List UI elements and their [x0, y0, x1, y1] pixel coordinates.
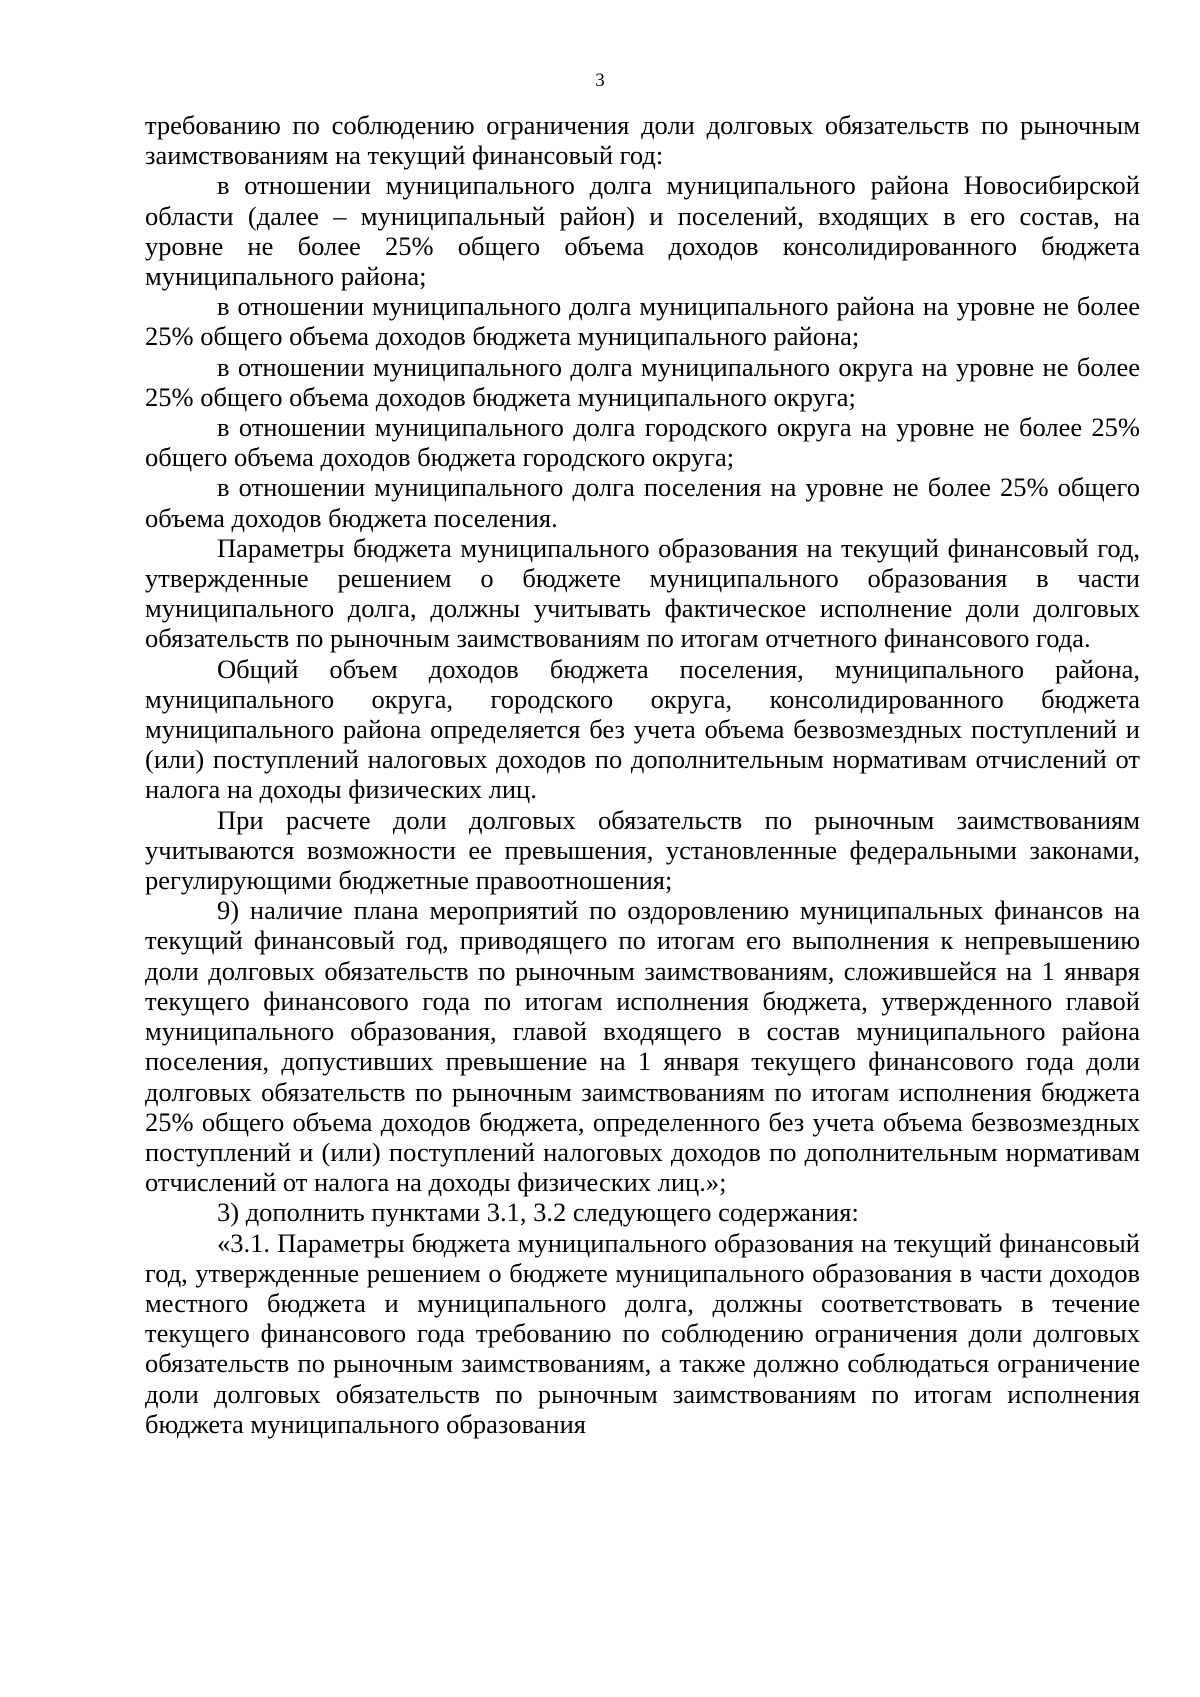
- paragraph: в отношении муниципального долга поселения на уровне не более 25% общего объема доходов бюджета поселения.: [145, 472, 1140, 533]
- document-body: [145, 110, 1140, 1439]
- paragraph: в отношении муниципального долга муниципального района на уровне не более 25% общего объема доходов бюджета муниципального района;: [145, 291, 1140, 352]
- paragraph: Параметры бюджета муниципального образования на текущий финансовый год, утвержденные решением о бюджете муниципального образования в части муниципального долга, должны учитывать фактическое исполнение доли долговых обязательств по рыночным заимствованиям по итогам отчетного финансового года.: [145, 532, 1140, 654]
- page-number: 3: [595, 70, 605, 91]
- paragraph: в отношении муниципального долга муниципального округа на уровне не более 25% общего объема доходов бюджета муниципального округа;: [145, 351, 1140, 412]
- paragraph: Общий объем доходов бюджета поселения, муниципального района, муниципального округа, городского округа, консолидированного бюджета муниципального района определяется без учета объема безвозмездных поступлений и (или) поступлений налоговых доходов по дополнительным нормативам отчислений от налога на доходы физических лиц.: [145, 653, 1140, 805]
- paragraph: в отношении муниципального долга городского округа на уровне не более 25% общего объема доходов бюджета городского округа;: [145, 412, 1140, 473]
- paragraph: «3.1. Параметры бюджета муниципального образования на текущий финансовый год, утвержденные решением о бюджете муниципального образования в части доходов местного бюджета и муниципального долга, должны соответствовать в течение текущего финансового года требованию по соблюдению ограничения доли долговых обязательств по рыночным заимствованиям, а также должно соблюдаться ограничение доли долговых обязательств по рыночным заимствованиям по итогам исполнения бюджета муниципального образования: [145, 1227, 1140, 1439]
- paragraph: требованию по соблюдению ограничения доли долговых обязательств по рыночным заимствованиям на текущий финансовый год:: [145, 110, 1140, 171]
- paragraph: 9) наличие плана мероприятий по оздоровлению муниципальных финансов на текущий финансовый год, приводящего по итогам его выполнения к непревышению доли долговых обязательств по рыночным заимствованиям, сложившейся на 1 января текущего финансового года по итогам исполнения бюджета, утвержденного главой муниципального образования, главой входящего в состав муниципального района поселения, допустивших превышение на 1 января текущего финансового года доли долговых обязательств по рыночным заимствованиям по итогам исполнения бюджета 25% общего объема доходов бюджета, определенного без учета объема безвозмездных поступлений и (или) поступлений налоговых доходов по дополнительным нормативам отчислений от налога на доходы физических лиц.»;: [145, 895, 1140, 1198]
- paragraph: 3) дополнить пунктами 3.1, 3.2 следующего содержания:: [217, 1197, 859, 1228]
- paragraph: При расчете доли долговых обязательств по рыночным заимствованиям учитываются возможности ее превышения, установленные федеральными законами, регулирующими бюджетные правоотношения;: [145, 804, 1140, 896]
- paragraph: в отношении муниципального долга муниципального района Новосибирской области (далее – муниципальный район) и поселений, входящих в его состав, на уровне не более 25% общего объема доходов консолидированного бюджета муниципального района;: [145, 170, 1140, 292]
